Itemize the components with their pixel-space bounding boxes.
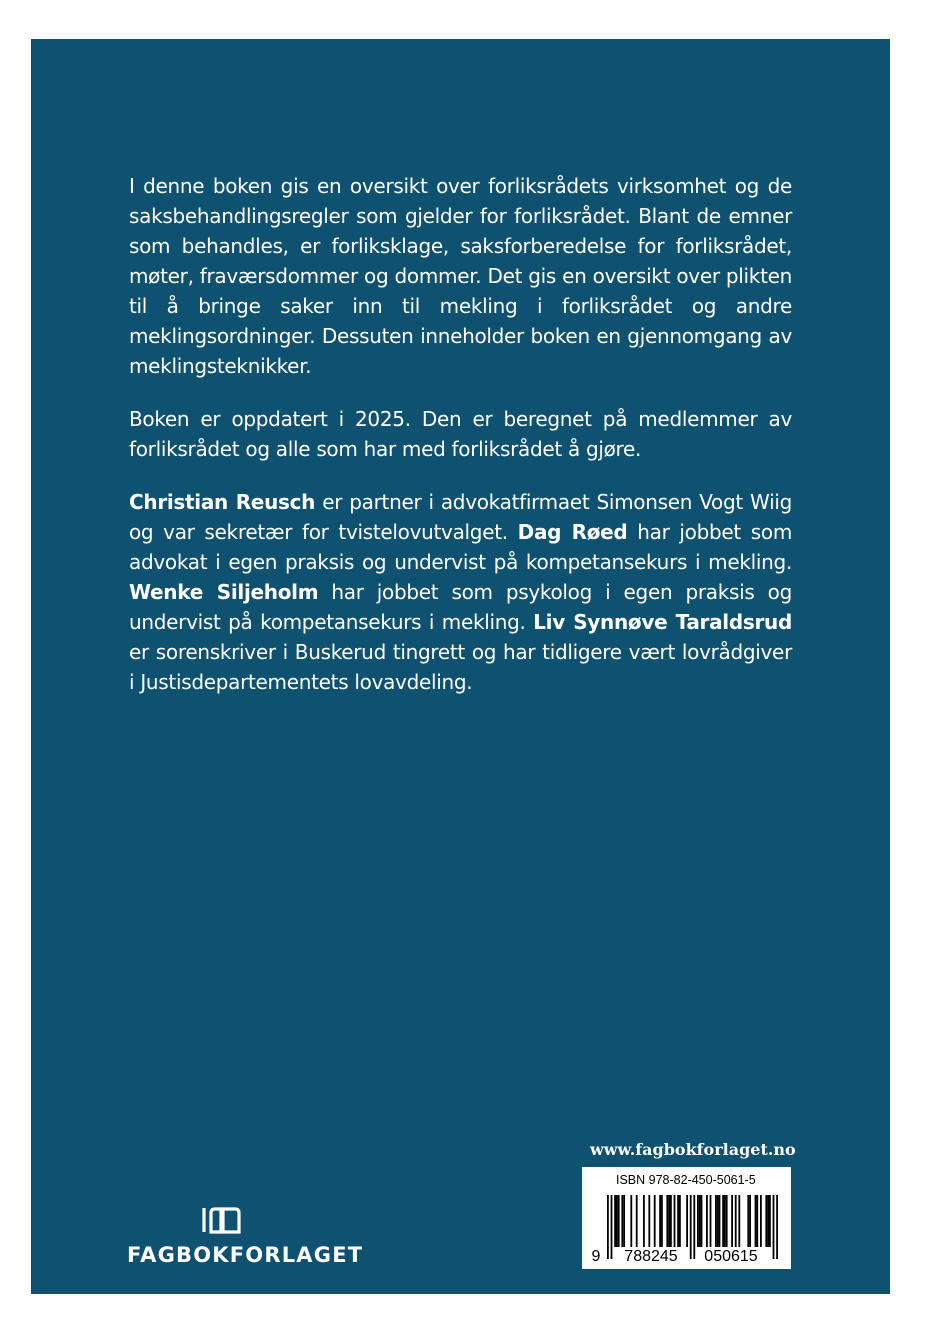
barcode-bar (679, 1195, 681, 1247)
barcode-bar (767, 1195, 769, 1247)
isbn-label: ISBN 978-82-450-5061-5 (616, 1173, 756, 1187)
barcode-bar (614, 1195, 616, 1247)
barcode-digits-left: 788245 (624, 1248, 678, 1265)
barcode-bar (648, 1195, 650, 1247)
author-bios (129, 487, 792, 697)
barcode-bar (726, 1195, 728, 1247)
barcode-bar (776, 1195, 778, 1259)
publisher-logo (127, 1206, 364, 1276)
barcode-bar (674, 1195, 676, 1247)
barcode-bar (710, 1195, 712, 1247)
barcode-bar (701, 1195, 703, 1247)
author-bio: er sorenskriver i Buskerud tingrett og har tidligere vært lovrådgiver i Justisdepartementets lovavdeling. (129, 640, 792, 694)
barcode-bar (621, 1195, 623, 1247)
barcode-bar (686, 1195, 688, 1247)
barcode-bar (731, 1195, 733, 1247)
barcode-bar (769, 1195, 771, 1247)
author-bio: har jobbet som psykolog i egen praksis og undervist på kompetansekurs i mekling. (129, 580, 792, 634)
author-name: Dag Røed (517, 520, 628, 544)
barcode-bar (618, 1195, 620, 1247)
barcode-bar (765, 1195, 767, 1247)
barcode-bar (661, 1195, 663, 1247)
barcode-bar (670, 1195, 672, 1247)
publisher-name: FAGBOKFORLAGET (127, 1243, 364, 1267)
barcode-bar (677, 1195, 679, 1247)
blurb (129, 171, 792, 697)
author-name: Wenke Siljeholm (129, 580, 319, 604)
barcode-bar (735, 1195, 737, 1247)
barcode-bar (697, 1195, 699, 1247)
back-cover (31, 39, 890, 1294)
barcode-bar (668, 1195, 670, 1247)
barcode-bar (719, 1195, 721, 1247)
author-name: Christian Reusch (129, 490, 316, 514)
book-logo-icon (201, 1206, 245, 1236)
barcode-bar (715, 1195, 717, 1247)
barcode-bar (690, 1195, 692, 1259)
barcode-bar (706, 1195, 708, 1247)
barcode-digit-lead: 9 (591, 1248, 601, 1265)
barcode-bar (659, 1195, 661, 1247)
blurb-paragraph-1: I denne boken gis en oversikt over forliksrådets virksomhet og de saksbehandlingsregler som gjelder for forliksrådet. Blant de emner som behandles, er forliksklage, saksforberedelse for forliksrådet, møter, fraværsdommer og dommer. Det gis en oversikt over plikten til å bringe saker inn til mekling i forliksrådet og andre meklingsordninger. Dessuten inneholder boken en gjennomgang av meklingsteknikker. (129, 174, 792, 378)
barcode-bar (693, 1195, 695, 1259)
barcode-bar (747, 1195, 749, 1247)
barcode-bar (636, 1195, 638, 1247)
barcode-bar (699, 1195, 701, 1247)
barcode-bar (630, 1195, 632, 1247)
barcode-bar (717, 1195, 719, 1247)
barcode-bar (722, 1195, 724, 1247)
barcode-bar (738, 1195, 740, 1247)
barcode-bar (623, 1195, 625, 1247)
publisher-url[interactable]: www.fagbokforlaget.no (590, 1140, 796, 1159)
isbn-barcode (582, 1167, 791, 1269)
barcode-bar (607, 1195, 609, 1259)
barcode-bar (749, 1195, 751, 1247)
barcode-bar (643, 1195, 645, 1247)
barcode-bar (724, 1195, 726, 1247)
barcode-bar (773, 1195, 775, 1259)
barcode-bar (616, 1195, 618, 1247)
barcode-digits-right: 050615 (704, 1248, 758, 1265)
author-bio: er partner i advokatfirmaet Simonsen Vogt Wiig og var sekretær for tvistelovutvalget. (129, 490, 792, 544)
blurb-paragraph-2: Boken er oppdatert i 2025. Den er beregnet på medlemmer av forliksrådet og alle som har med forliksrådet å gjøre. (129, 407, 792, 461)
barcode-bar (755, 1195, 757, 1247)
author-name: Liv Synnøve Taraldsrud (533, 610, 793, 634)
barcode-bar (756, 1195, 758, 1247)
barcode-bar (760, 1195, 762, 1247)
barcode-bar (666, 1195, 668, 1247)
barcode-bar (611, 1195, 613, 1259)
barcode-bar (654, 1195, 656, 1247)
author-bio: har jobbet som advokat i egen praksis og undervist på kompetansekurs i mekling. (129, 520, 793, 574)
